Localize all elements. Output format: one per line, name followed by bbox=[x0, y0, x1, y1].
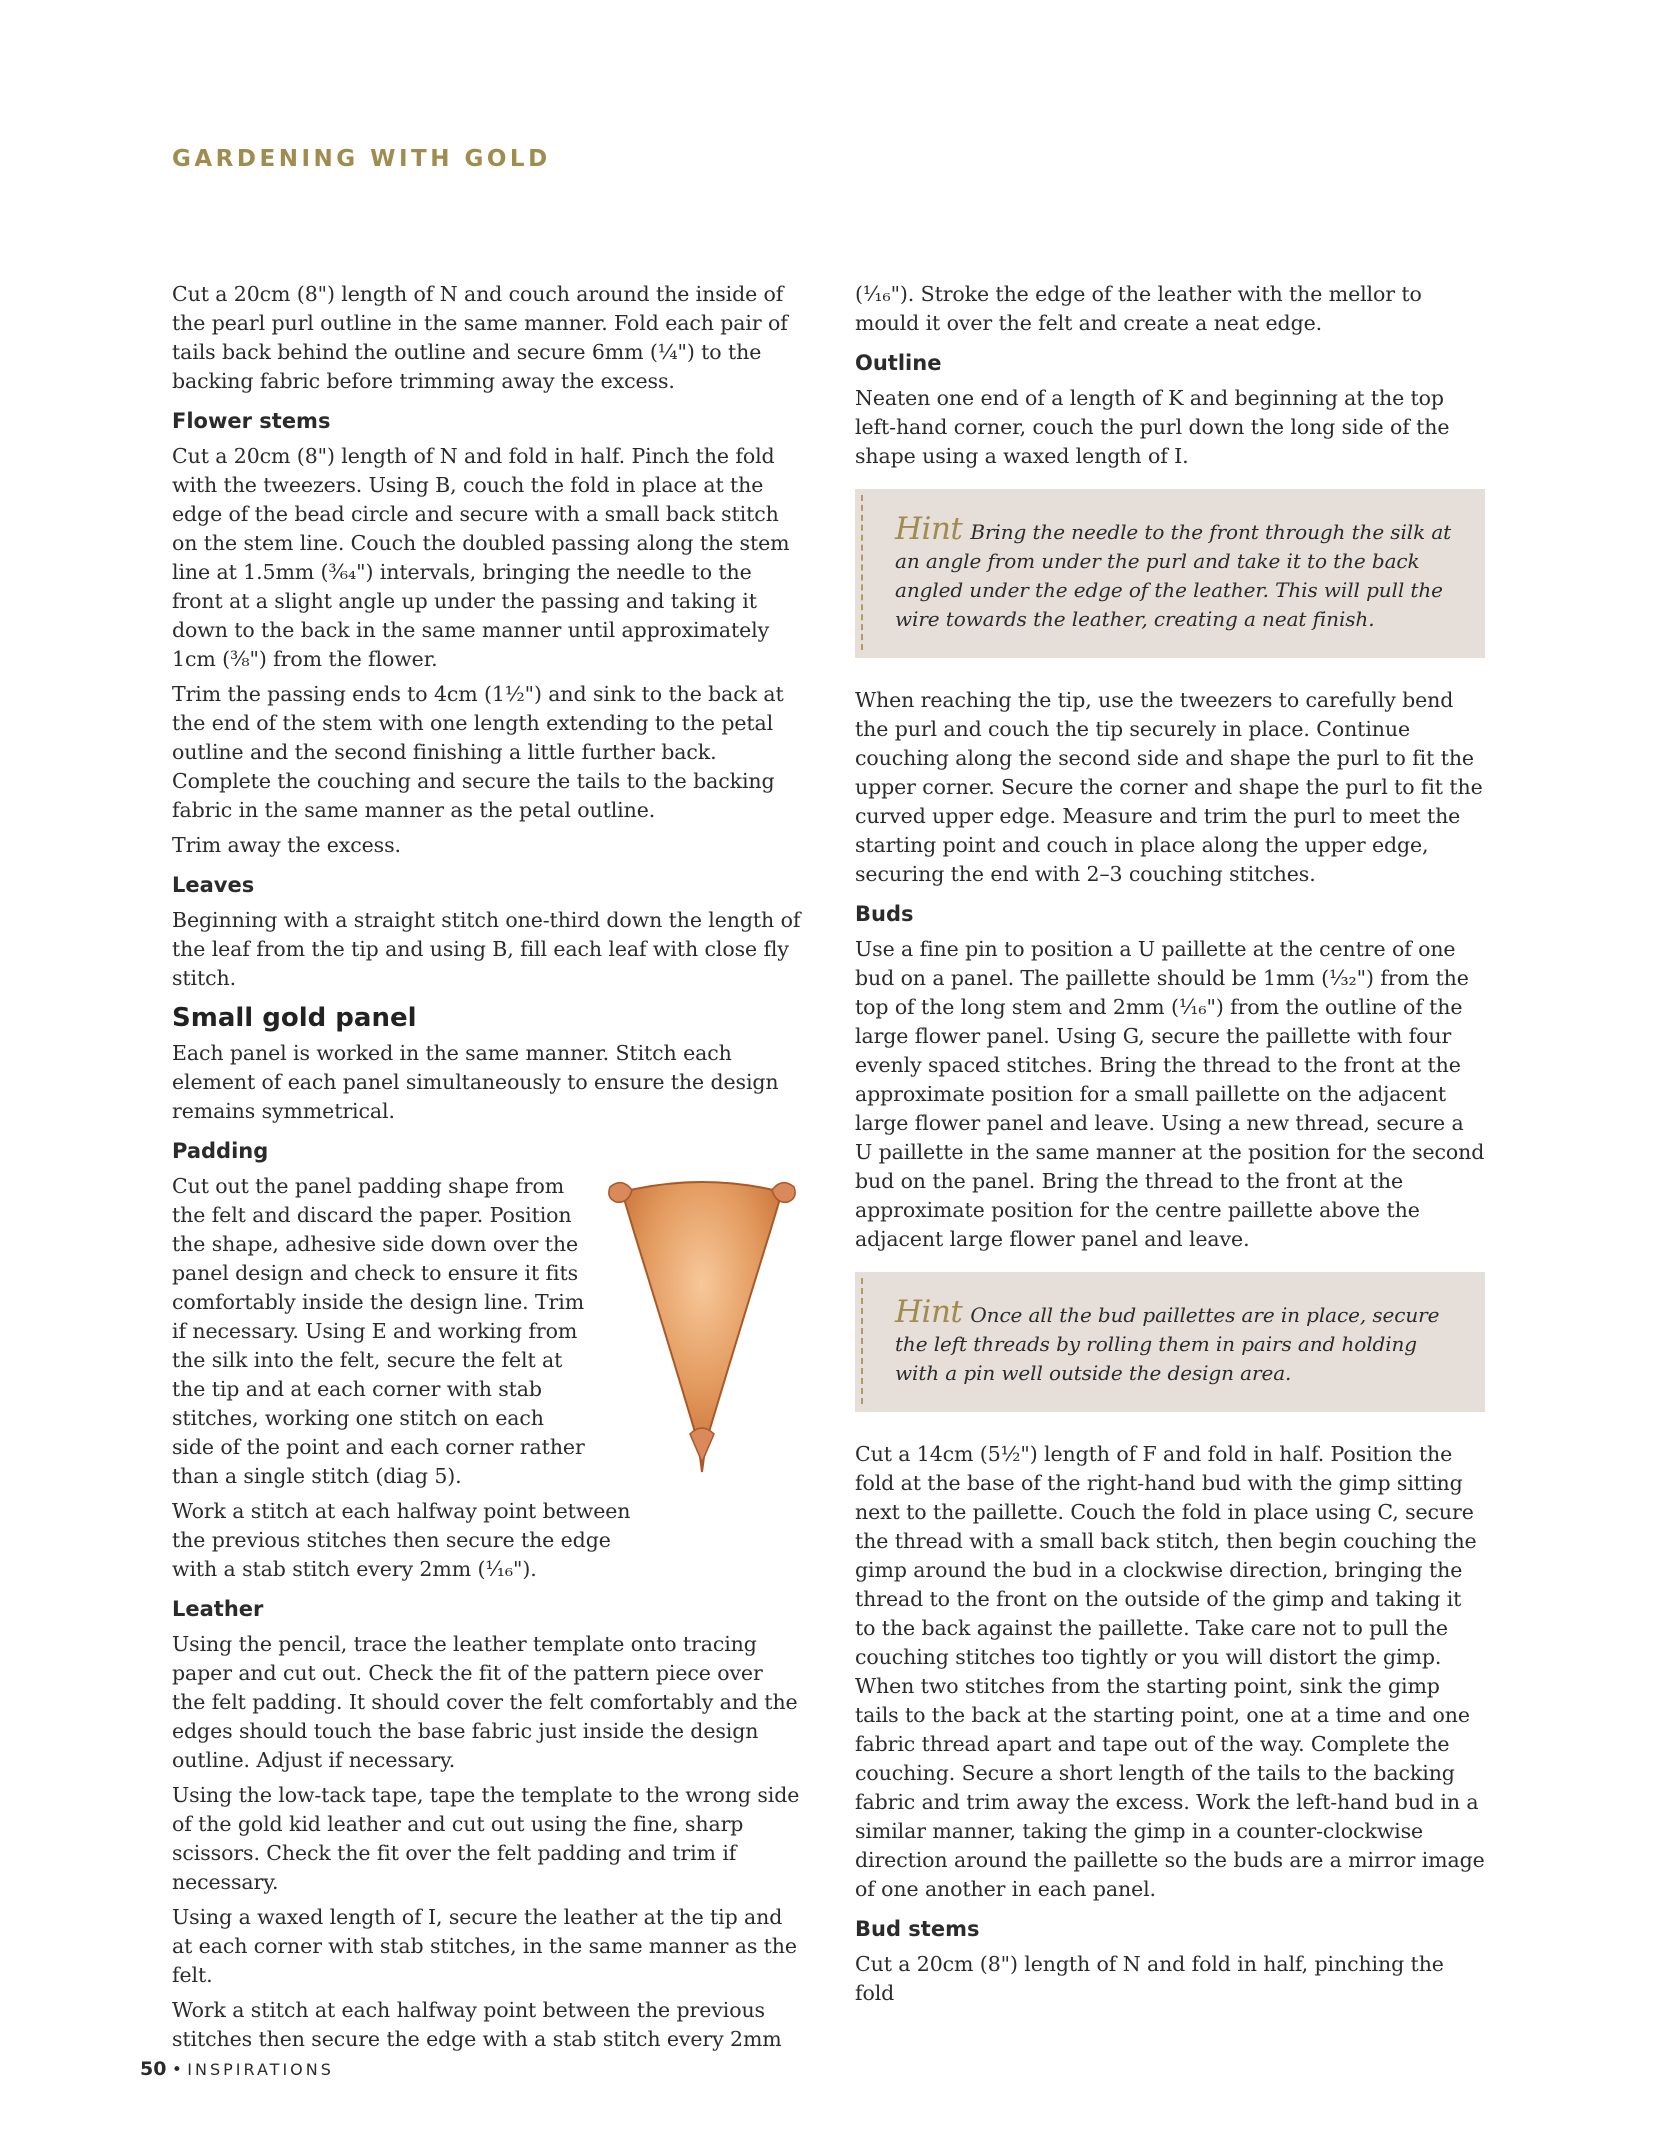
subheading-outline: Outline bbox=[855, 351, 942, 375]
hint-label: Hint bbox=[895, 1294, 963, 1330]
paragraph-text: Cut out the panel padding shape from the felt and discard the paper. Position the shape, adhesive side down over the panel design and check to ensure it fits comfortably inside the design line. Trim if necessary. Using E and working from the silk into the felt, secure the felt at the tip and at each corner with stab stitches, working one stitch on each side of the point and each corner rather than a single stitch (diag 5). bbox=[172, 1174, 585, 1488]
footer-separator: • bbox=[171, 2060, 182, 2080]
hint-box bbox=[855, 1272, 1485, 1412]
hint-paragraph bbox=[895, 511, 1455, 634]
padding-section bbox=[172, 1172, 802, 1584]
paragraph bbox=[172, 1172, 642, 1491]
paragraph: (¹⁄₁₆"). Stroke the edge of the leather with the mellor to mould it over the felt and create a neat edge. bbox=[855, 282, 1422, 335]
paragraph: Cut a 20cm (8") length of N and fold in half. Pinch the fold with the tweezers. Using B, couch the fold in place at the edge of the bead circle and secure with a small back stitch on the stem line. Couch the doubled passing along the stem line at 1.5mm (³⁄₆₄") intervals, bringing the needle to the front at a slight angle up under the passing and taking it down to the back in the same manner until approximately 1cm (³⁄₈") from the flower. bbox=[172, 444, 790, 671]
paragraph: When reaching the tip, use the tweezers to carefully bend the purl and couch the tip securely in place. Continue couching along the second side and shape the purl to fit the upper corner. Secure the corner and shape the purl to fit the curved upper edge. Measure and trim the purl to meet the starting point and couch in place along the upper edge, securing the end with 2–3 couching stitches. bbox=[855, 688, 1483, 886]
subheading-padding: Padding bbox=[172, 1139, 269, 1163]
paragraph: Each panel is worked in the same manner. Stitch each element of each panel simultaneously to ensure the design remains symmetrical. bbox=[172, 1041, 779, 1123]
subheading-leaves: Leaves bbox=[172, 873, 255, 897]
hint-box bbox=[855, 489, 1485, 658]
hint-paragraph bbox=[895, 1294, 1455, 1388]
section-heading-small-gold-panel: Small gold panel bbox=[172, 1003, 417, 1033]
paragraph: Work a stitch at each halfway point between the previous stitches then secure the edge with a stab stitch every 2mm bbox=[172, 1998, 782, 2051]
paragraph: Beginning with a straight stitch one-third down the length of the leaf from the tip and using B, fill each leaf with close fly stitch. bbox=[172, 908, 801, 990]
running-header: GARDENING WITH GOLD bbox=[172, 146, 551, 172]
page-footer bbox=[140, 2058, 334, 2080]
paragraph: Cut a 20cm (8") length of N and couch around the inside of the pearl purl outline in the same manner. Fold each pair of tails back behind the outline and secure 6mm (¼") to the backing fabric before trimming away the excess. bbox=[172, 282, 788, 393]
paragraph: Use a fine pin to position a U paillette at the centre of one bud on a panel. The paillette should be 1mm (¹⁄₃₂") from the top of the long stem and 2mm (¹⁄₁₆") from the outline of the large flower panel. Using G, secure the paillette with four evenly spaced stitches. Bring the thread to the front at the approximate position for a small paillette on the adjacent large flower panel and leave. Using a new thread, secure a U paillette in the same manner at the position for the second bud on the panel. Bring the thread to the front at the approximate position for the centre paillette above the adjacent large flower panel and leave. bbox=[855, 937, 1485, 1251]
paragraph: Using the low-tack tape, tape the template to the wrong side of the gold kid leather and cut out using the fine, sharp scissors. Check the fit over the felt padding and trim if necessary. bbox=[172, 1783, 800, 1894]
paragraph: Trim the passing ends to 4cm (1½") and sink to the back at the end of the stem with one length extending to the petal outline and the second finishing a little further back. Complete the couching and secure the tails to the backing fabric in the same manner as the petal outline. bbox=[172, 682, 784, 822]
subheading-buds: Buds bbox=[855, 902, 914, 926]
paragraph: Cut a 20cm (8") length of N and fold in half, pinching the fold bbox=[855, 1952, 1444, 2005]
subheading-flower-stems: Flower stems bbox=[172, 409, 331, 433]
paragraph: Using the pencil, trace the leather template onto tracing paper and cut out. Check the fit of the pattern piece over the felt padding. It should cover the felt comfortably and the edges should touch the base fabric just inside the design outline. Adjust if necessary. bbox=[172, 1632, 798, 1772]
left-column bbox=[172, 280, 802, 2060]
paragraph: Work a stitch at each halfway point between the previous stitches then secure the edge with a stab stitch every 2mm (¹⁄₁₆"). bbox=[172, 1499, 631, 1581]
page-number: 50 bbox=[140, 2058, 167, 2080]
magazine-name: INSPIRATIONS bbox=[187, 2060, 334, 2079]
hint-text: Bring the needle to the front through the silk at an angle from under the purl and take it to the back angled under the edge of the leather. This will pull the wire towards the leather, creating a neat finish. bbox=[895, 520, 1452, 631]
subheading-bud-stems: Bud stems bbox=[855, 1917, 980, 1941]
felt-padding-illustration bbox=[602, 1172, 802, 1482]
paragraph: Trim away the excess. bbox=[172, 833, 401, 857]
paragraph: Neaten one end of a length of K and beginning at the top left-hand corner, couch the purl down the long side of the shape using a waxed length of I. bbox=[855, 386, 1450, 468]
right-column bbox=[855, 280, 1485, 2014]
subheading-leather: Leather bbox=[172, 1597, 264, 1621]
hint-text: Once all the bud paillettes are in place, secure the left threads by rolling them in pairs and holding with a pin well outside the design area. bbox=[895, 1303, 1440, 1385]
hint-label: Hint bbox=[895, 511, 963, 547]
paragraph: Cut a 14cm (5½") length of F and fold in half. Position the fold at the base of the right-hand bud with the gimp sitting next to the paillette. Couch the fold in place using C, secure the thread with a small back stitch, then begin couching the gimp around the bud in a clockwise direction, bringing the thread to the front on the outside of the gimp and taking it to the back against the paillette. Take care not to pull the couching stitches too tightly or you will distort the gimp. When two stitches from the starting point, sink the gimp tails to the back at the starting point, one at a time and one fabric thread apart and tape out of the way. Complete the couching. Secure a short length of the tails to the backing fabric and trim away the excess. Work the left-hand bud in a similar manner, taking the gimp in a counter-clockwise direction around the paillette so the buds are a mirror image of one another in each panel. bbox=[855, 1442, 1485, 1901]
paragraph: Using a waxed length of I, secure the leather at the tip and at each corner with stab stitches, in the same manner as the felt. bbox=[172, 1905, 797, 1987]
